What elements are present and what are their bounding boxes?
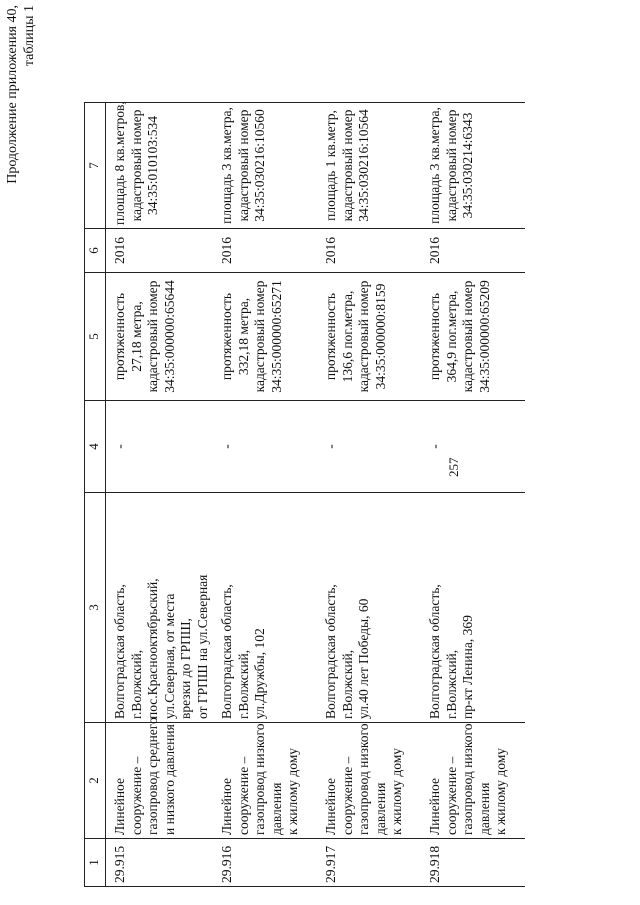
year-cell: 2016: [106, 229, 214, 273]
table-row: [106, 103, 214, 887]
year-cell: 2016: [317, 229, 421, 273]
column-number: 6: [85, 229, 106, 273]
column-number-row: [85, 103, 106, 887]
row-number-cell: 29.918: [421, 839, 525, 887]
land-line: площадь 8 кв.метров,: [112, 101, 127, 225]
params-line: 136,6 пог.метра,: [339, 290, 355, 383]
address-line: г.Волжский,: [443, 649, 459, 719]
object-name-cell: [317, 723, 421, 839]
object-name-cell: [213, 723, 317, 839]
address-line: Волгоградская область,: [427, 584, 442, 719]
appendix-header-line-2: таблицы 1: [22, 5, 37, 67]
parameters-cell: [106, 273, 214, 401]
land-plot-cell: [317, 103, 421, 229]
name-line: газопровод среднего: [145, 717, 160, 835]
params-line: 34:35:000000:8159: [372, 283, 388, 390]
land-line: 34:35:030216:10564: [356, 109, 371, 222]
row-number-cell: 29.916: [213, 839, 317, 887]
land-line: площадь 3 кв.метра,: [219, 107, 234, 224]
params-line: протяженность: [427, 292, 442, 381]
appendix-header: [4, 5, 38, 285]
name-line: давления: [268, 782, 284, 835]
table-row: [421, 103, 525, 887]
name-line: сооружение –: [128, 756, 144, 835]
land-line: 34:35:030216:10560: [252, 109, 267, 222]
name-line: газопровод низкого: [460, 723, 475, 835]
table-row: [317, 103, 421, 887]
land-line: площадь 1 кв.метр,: [323, 110, 338, 221]
column-number: 3: [85, 493, 106, 723]
name-line: к жилому дому: [285, 747, 300, 835]
name-line: к жилому дому: [493, 747, 508, 835]
params-line: кадастровый номер: [145, 280, 160, 393]
land-plot-cell: [421, 103, 525, 229]
column-4-cell: -: [421, 401, 525, 493]
land-line: 34:35:010103:534: [145, 116, 160, 216]
params-line: кадастровый номер: [460, 280, 475, 393]
address-line: врезки до ГРПШ,: [178, 618, 193, 719]
land-plot-cell: [213, 103, 317, 229]
name-line: и низкого давления: [161, 724, 177, 835]
address-line: г.Волжский,: [128, 649, 144, 719]
column-number: 7: [85, 103, 106, 229]
table-row: [213, 103, 317, 887]
address-cell: [317, 493, 421, 723]
address-line: ул.Северная, от места: [161, 593, 177, 719]
table-body: [85, 103, 526, 887]
address-line: Волгоградская область,: [219, 584, 234, 719]
params-line: 34:35:000000:65644: [161, 280, 177, 393]
name-line: сооружение –: [339, 756, 355, 835]
name-line: Линейное: [219, 778, 234, 835]
name-line: Линейное: [112, 778, 127, 835]
address-cell: [421, 493, 525, 723]
address-line: пос.Краснооктябрьский,: [145, 578, 160, 719]
column-4-cell: -: [213, 401, 317, 493]
parameters-cell: [317, 273, 421, 401]
address-line: г.Волжский,: [235, 649, 251, 719]
column-number: 1: [85, 839, 106, 887]
params-line: 332,18 метра,: [235, 297, 251, 376]
name-line: газопровод низкого: [356, 723, 371, 835]
page-number: 257: [446, 457, 461, 477]
name-line: Линейное: [323, 778, 338, 835]
params-line: 364,9 пог.метра,: [443, 290, 459, 383]
name-line: давления: [476, 782, 492, 835]
params-line: 27,18 метра,: [128, 301, 144, 372]
column-number: 2: [85, 723, 106, 839]
params-line: кадастровый номер: [356, 280, 371, 393]
name-line: сооружение –: [443, 756, 459, 835]
parameters-cell: [213, 273, 317, 401]
name-line: сооружение –: [235, 756, 251, 835]
name-line: Линейное: [427, 778, 442, 835]
params-line: 34:35:000000:65271: [268, 280, 284, 393]
object-name-cell: [421, 723, 525, 839]
address-line: г.Волжский,: [339, 649, 355, 719]
params-line: кадастровый номер: [252, 280, 267, 393]
address-cell: [106, 493, 214, 723]
land-line: кадастровый номер: [128, 109, 144, 222]
year-cell: 2016: [421, 229, 525, 273]
land-plot-cell: [106, 103, 214, 229]
land-line: кадастровый номер: [339, 109, 355, 222]
name-line: давления: [372, 782, 388, 835]
address-line: Волгоградская область,: [323, 584, 338, 719]
params-line: протяженность: [323, 292, 338, 381]
address-line: пр-кт Ленина, 369: [460, 615, 475, 719]
address-line: ул.Дружбы, 102: [252, 628, 267, 719]
column-number: 4: [85, 401, 106, 493]
address-cell: [213, 493, 317, 723]
name-line: к жилому дому: [389, 747, 404, 835]
year-cell: 2016: [213, 229, 317, 273]
address-line: от ГРПШ на ул.Северная: [194, 574, 210, 719]
row-number-cell: 29.915: [106, 839, 214, 887]
object-name-cell: [106, 717, 214, 839]
column-4-cell: -: [317, 401, 421, 493]
column-number: 5: [85, 273, 106, 401]
land-line: кадастровый номер: [443, 109, 459, 222]
address-line: Волгоградская область,: [112, 584, 127, 719]
land-line: площадь 3 кв.метра,: [427, 107, 442, 224]
params-line: 34:35:000000:65209: [476, 280, 492, 393]
address-line: ул.40 лет Победы, 60: [356, 598, 371, 719]
params-line: протяженность: [112, 292, 127, 381]
name-line: газопровод низкого: [252, 723, 267, 835]
property-table: [84, 102, 525, 887]
params-line: протяженность: [219, 292, 234, 381]
land-line: 34:35:030214:6343: [460, 112, 475, 219]
land-line: кадастровый номер: [235, 109, 251, 222]
column-4-cell: -: [106, 401, 214, 493]
row-number-cell: 29.917: [317, 839, 421, 887]
appendix-header-line-1: Продолжение приложения 40,: [5, 5, 20, 184]
parameters-cell: [421, 273, 525, 401]
